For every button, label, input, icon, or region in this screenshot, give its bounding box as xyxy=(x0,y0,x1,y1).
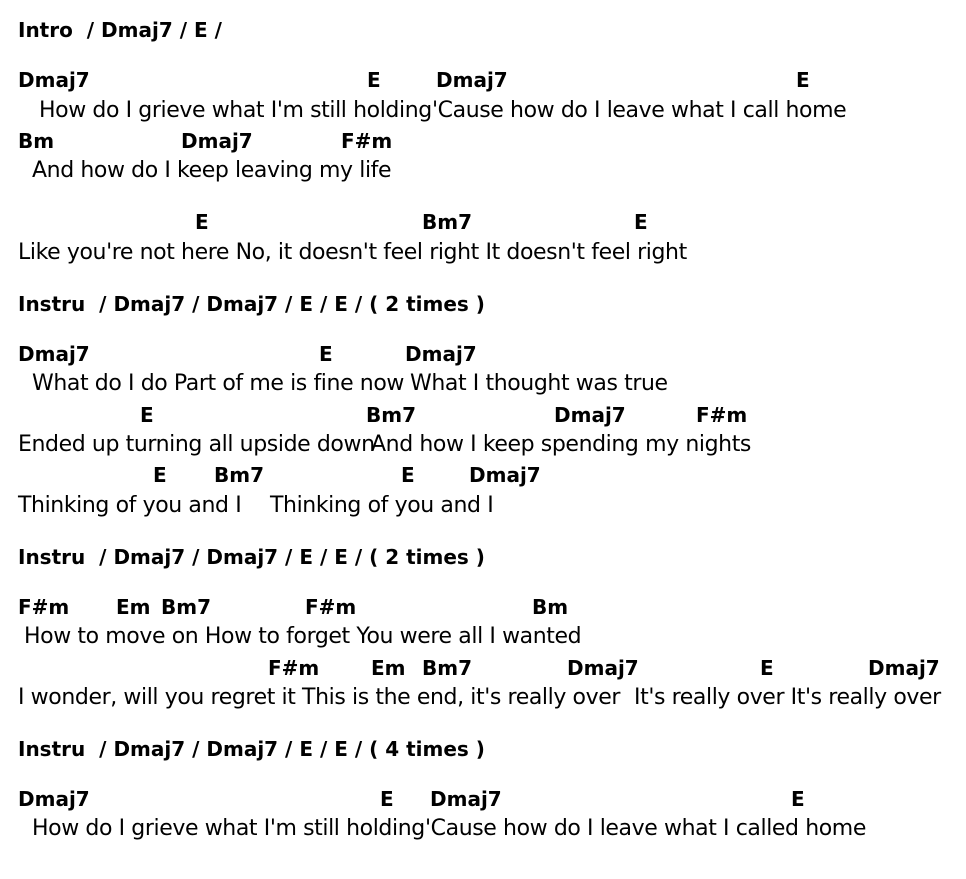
chord: Dmaj7 xyxy=(430,787,502,811)
chord: Dmaj7 xyxy=(18,787,90,811)
chord: Dmaj7 xyxy=(567,656,639,680)
lyric-text: And how do I keep leaving my life xyxy=(32,158,392,183)
chord-line xyxy=(0,655,966,681)
chord: E xyxy=(380,787,394,811)
lyric-text: How do I grieve what I'm still holding xyxy=(39,98,432,123)
chord: F#m xyxy=(268,656,320,680)
chord: F#m xyxy=(696,403,748,427)
chord: Dmaj7 xyxy=(469,463,541,487)
lyric-text: What do I do Part of me is fine now xyxy=(32,371,404,396)
chord: Em xyxy=(116,595,151,619)
lyric-text: Ended up turning all upside down xyxy=(18,432,375,457)
chord: Bm7 xyxy=(366,403,416,427)
chord: E xyxy=(634,210,648,234)
instrumental-line xyxy=(0,291,966,317)
instrumental-text: Instru / Dmaj7 / Dmaj7 / E / E / ( 2 times ) xyxy=(18,292,485,316)
chord: E xyxy=(796,68,810,92)
lyric-text: How do I grieve what I'm still holding xyxy=(32,816,425,841)
lyric-text: How to move on How to forget You were all I wanted xyxy=(24,624,582,649)
intro-line xyxy=(0,17,966,43)
chord: F#m xyxy=(305,595,357,619)
chord-line xyxy=(0,786,966,812)
instrumental-line xyxy=(0,544,966,570)
chord: Em xyxy=(371,656,406,680)
chord: Bm7 xyxy=(422,210,472,234)
lyric-line xyxy=(0,240,966,266)
intro-text: Intro / Dmaj7 / E / xyxy=(18,18,222,42)
lyric-line xyxy=(0,493,966,519)
chord: E xyxy=(195,210,209,234)
lyric-line xyxy=(0,98,966,124)
lyric-text: Like you're not here No, it doesn't feel right It doesn't feel right xyxy=(18,240,687,265)
chord: E xyxy=(153,463,167,487)
chord: Dmaj7 xyxy=(18,342,90,366)
chord-line xyxy=(0,341,966,367)
chord: E xyxy=(319,342,333,366)
lyric-text: It's really over It's really over xyxy=(634,685,941,710)
chord: E xyxy=(791,787,805,811)
chord: Dmaj7 xyxy=(18,68,90,92)
chord: E xyxy=(401,463,415,487)
lyric-line xyxy=(0,816,966,842)
chord: Bm7 xyxy=(161,595,211,619)
chord-line xyxy=(0,594,966,620)
chord: Bm7 xyxy=(214,463,264,487)
chord: Bm xyxy=(532,595,569,619)
chord-line xyxy=(0,128,966,154)
chord-line xyxy=(0,67,966,93)
instrumental-text: Instru / Dmaj7 / Dmaj7 / E / E / ( 2 times ) xyxy=(18,545,485,569)
lyric-text: I wonder, will you regret it This is the end, it's really over xyxy=(18,685,621,710)
chord: Dmaj7 xyxy=(181,129,253,153)
chord: Dmaj7 xyxy=(405,342,477,366)
chord: E xyxy=(367,68,381,92)
lyric-text: 'Cause how do I leave what I call home xyxy=(432,98,847,123)
chord-line xyxy=(0,209,966,235)
lyric-text: 'Cause how do I leave what I called home xyxy=(425,816,866,841)
chord-line xyxy=(0,402,966,428)
chord: Bm7 xyxy=(422,656,472,680)
chord: Dmaj7 xyxy=(436,68,508,92)
chord: F#m xyxy=(18,595,70,619)
lyric-text: Thinking of you and I xyxy=(18,493,242,518)
lyric-line xyxy=(0,624,966,650)
lyric-line xyxy=(0,432,966,458)
lyric-line xyxy=(0,685,966,711)
lyric-text: And how I keep spending my nights xyxy=(371,432,751,457)
instrumental-text: Instru / Dmaj7 / Dmaj7 / E / E / ( 4 times ) xyxy=(18,737,485,761)
chord-line xyxy=(0,462,966,488)
chord: Dmaj7 xyxy=(868,656,940,680)
lyric-text: What I thought was true xyxy=(410,371,668,396)
chord: E xyxy=(760,656,774,680)
chord: Dmaj7 xyxy=(554,403,626,427)
chord: E xyxy=(140,403,154,427)
lyric-line xyxy=(0,158,966,184)
lyric-line xyxy=(0,371,966,397)
lyric-text: Thinking of you and I xyxy=(270,493,494,518)
chord: Bm xyxy=(18,129,55,153)
instrumental-line xyxy=(0,736,966,762)
chord: F#m xyxy=(341,129,393,153)
